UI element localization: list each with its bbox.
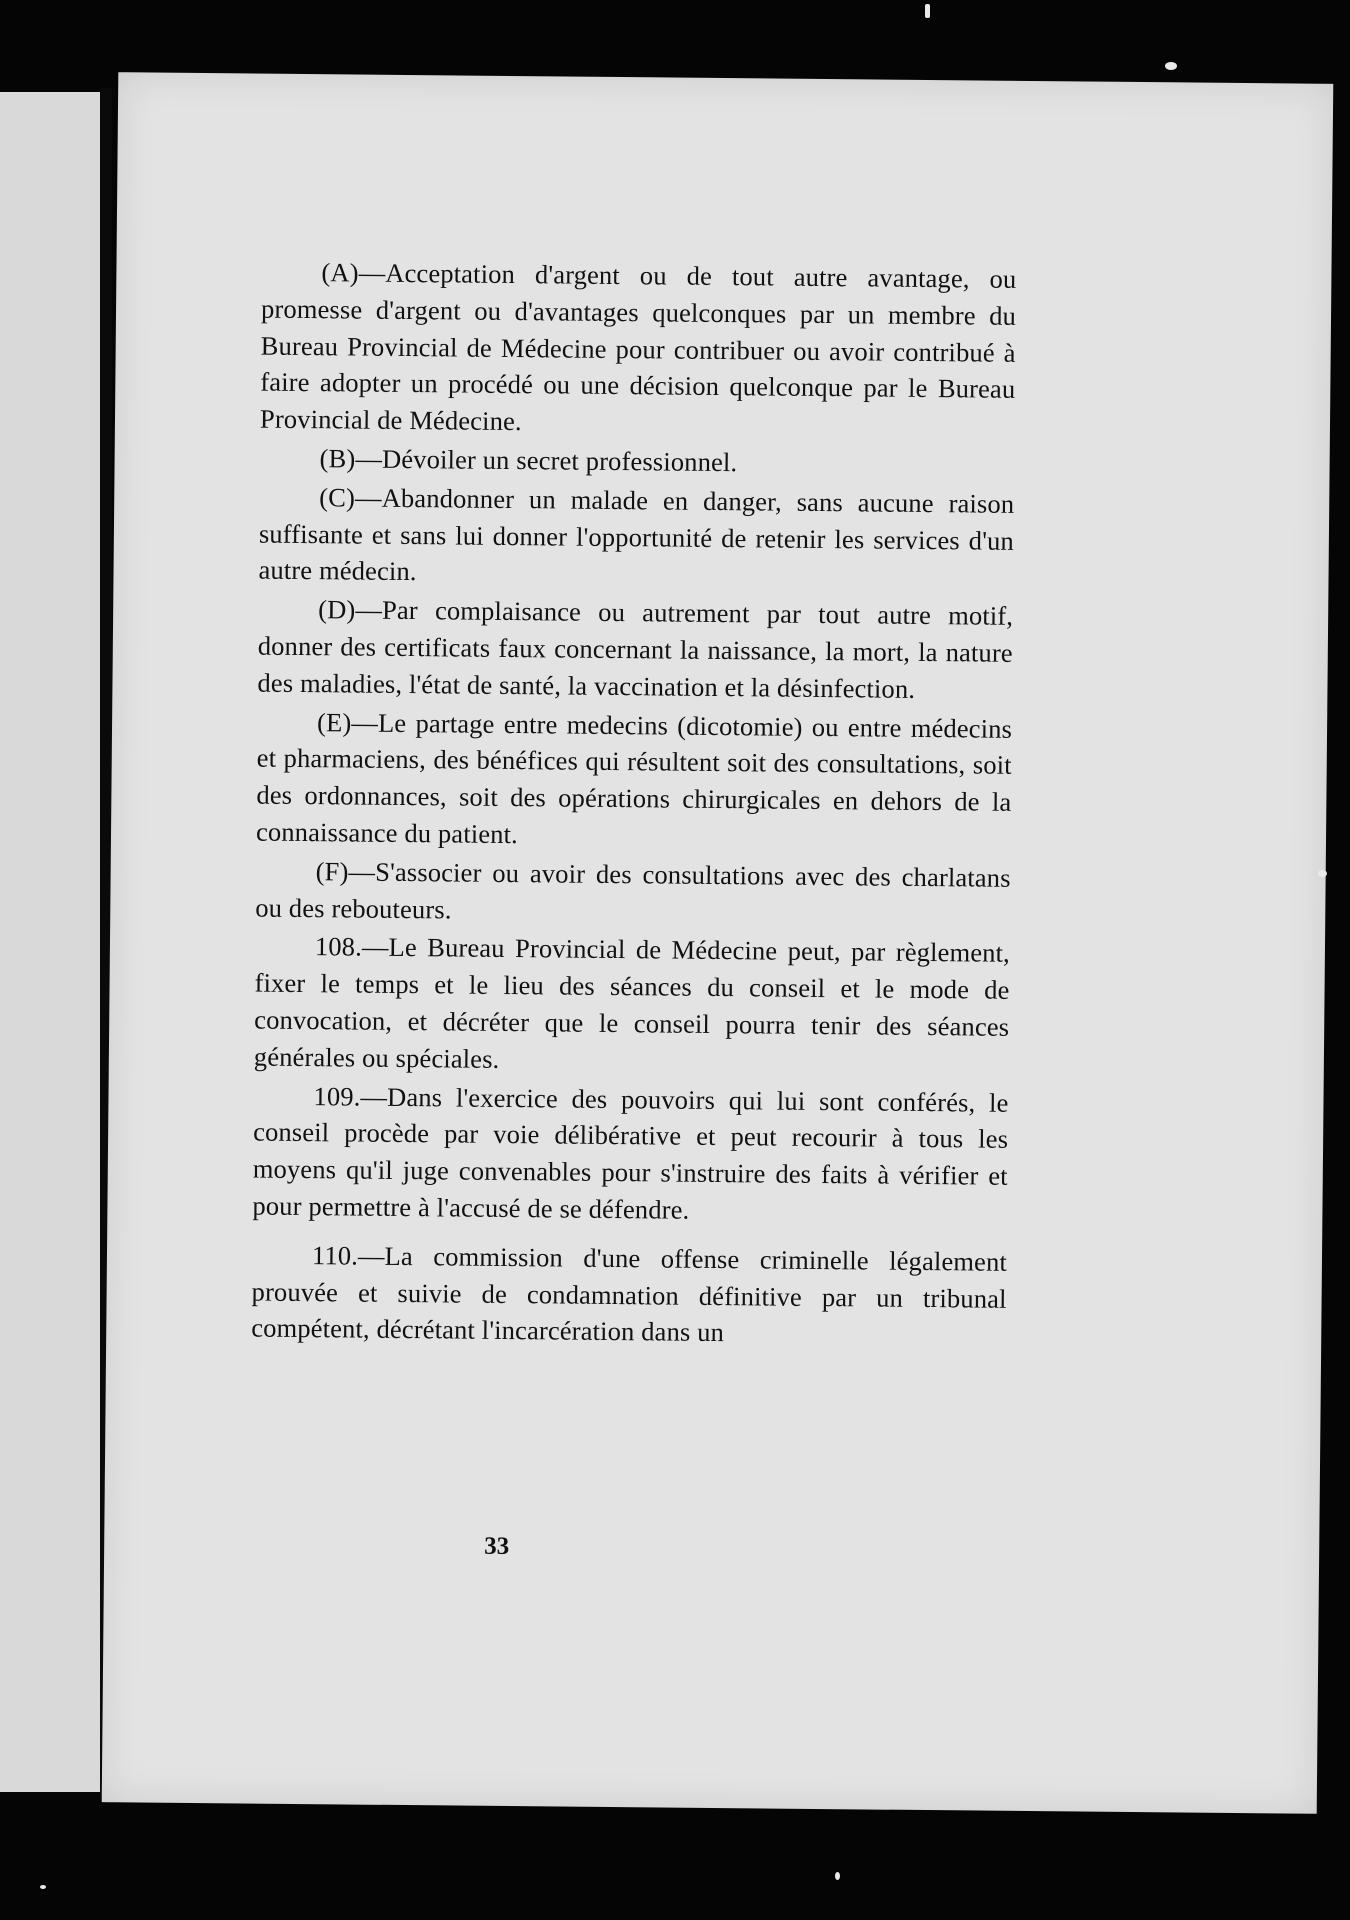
page-number: 33	[484, 1532, 510, 1561]
paragraph-a: (A)—Acceptation d'argent ou de tout autre avantage, ou promesse d'argent ou d'avantages quelconques par un membre du Bureau Provincial de Médecine pour contribuer ou avoir contribué à faire adopter un procédé ou une décision quelconque par le Bureau Provincial de Médecine.	[259, 257, 1017, 437]
scanned-page	[102, 72, 1334, 1814]
page-body-text	[251, 254, 1016, 1356]
paragraph-d: (D)—Par complaisance ou autrement par tout autre motif, donner des certificats faux concernant la naissance, la mort, la nature des maladies, l'état de santé, la vaccination et la désinfection.	[257, 594, 1014, 704]
paragraph-e: (E)—Le partage entre medecins (dicotomie) ou entre médecins et pharmaciens, des bénéfices qui résultent soit des consultations, soit des ordonnances, soit des opérations chirurgicales en dehors de la connaissance du patient.	[255, 706, 1013, 850]
article-109: 109.—Dans l'exercice des pouvoirs qui lui sont conférés, le conseil procède par voie délibérative et peut recourir à tous les moyens qu'il juge convenables pour s'instruire des faits à vérifier et pour permettre à l'accusé de se défendre.	[252, 1080, 1009, 1225]
paragraph-f: (F)—S'associer ou avoir des consultations avec des charlatans ou des rebouteurs.	[255, 855, 1011, 924]
scan-speck	[925, 4, 930, 18]
paragraph-c: (C)—Abandonner un malade en danger, sans aucune raison suffisante et sans lui donner l'opportunité de retenir les services d'un autre médecin.	[258, 481, 1015, 587]
scan-speck	[1318, 870, 1327, 877]
article-110: 110.—La commission d'une offense criminelle légalement prouvée et suivie de condamnation définitive par un tribunal compétent, décrétant l'incarcération dans un	[251, 1239, 1008, 1348]
paragraph-b: (B)—Dévoiler un secret professionnel.	[319, 443, 738, 478]
scan-speck	[835, 1872, 840, 1880]
scan-speck	[1165, 62, 1177, 70]
article-108: 108.—Le Bureau Provincial de Médecine peut, par règlement, fixer le temps et le lieu des séances du conseil et le mode de convocation, et décréter que le conseil pourra tenir des séances générales ou spéciales.	[253, 931, 1011, 1074]
scan-speck	[40, 1885, 46, 1889]
